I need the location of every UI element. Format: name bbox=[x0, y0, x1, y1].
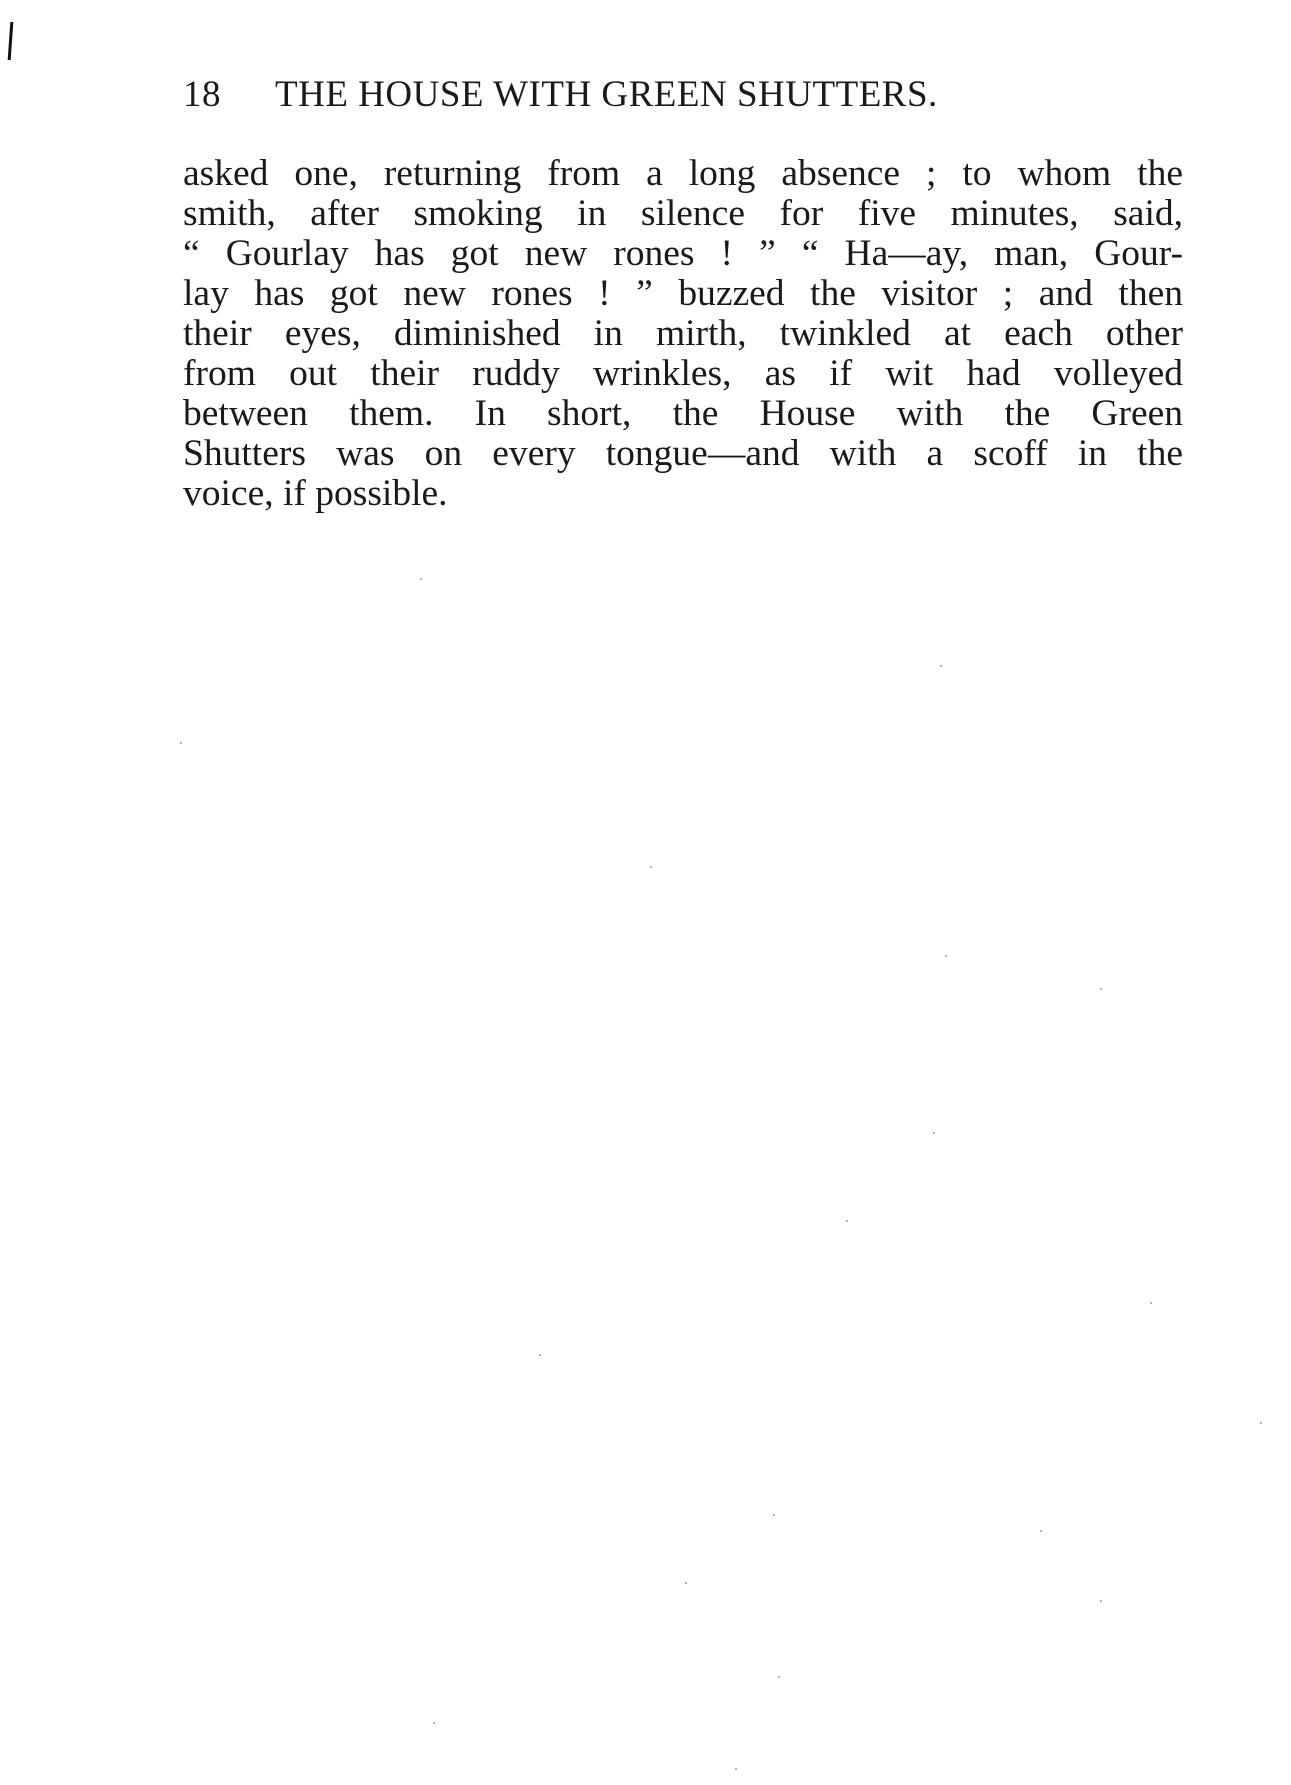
paper-speck bbox=[778, 1676, 780, 1678]
text-line: voice, if possible. bbox=[183, 474, 448, 514]
running-head bbox=[183, 76, 1113, 113]
running-head-title: THE HOUSE WITH GREEN SHUTTERS. bbox=[275, 74, 938, 115]
page-edge-mark bbox=[8, 22, 14, 60]
paper-speck bbox=[1100, 988, 1102, 990]
text-line: asked one, returning from a long absence ; to whom the bbox=[183, 154, 1183, 194]
paper-speck bbox=[1040, 1530, 1042, 1532]
paper-speck bbox=[539, 1354, 541, 1356]
text-line: from out their ruddy wrinkles, as if wit had volleyed bbox=[183, 354, 1183, 394]
paper-speck bbox=[846, 1220, 848, 1222]
paper-speck bbox=[420, 578, 422, 580]
paper-speck bbox=[773, 1514, 775, 1516]
paper-speck bbox=[180, 742, 182, 744]
text-line: their eyes, diminished in mirth, twinkled at each other bbox=[183, 314, 1183, 354]
paper-speck bbox=[433, 1722, 435, 1724]
paper-speck bbox=[945, 955, 947, 957]
paper-speck bbox=[650, 866, 652, 868]
text-line: “ Gourlay has got new rones ! ” “ Ha—ay, man, Gour- bbox=[183, 234, 1183, 274]
page-number: 18 bbox=[183, 74, 221, 115]
paper-speck bbox=[1100, 1600, 1102, 1602]
paper-speck bbox=[685, 1582, 687, 1584]
text-line: smith, after smoking in silence for five minutes, said, bbox=[183, 194, 1183, 234]
paper-speck bbox=[735, 1768, 737, 1770]
paper-speck bbox=[1260, 1422, 1262, 1424]
text-line: Shutters was on every tongue—and with a scoff in the bbox=[183, 434, 1183, 474]
paper-speck bbox=[933, 1132, 935, 1134]
text-line: lay has got new rones ! ” buzzed the visitor ; and then bbox=[183, 274, 1183, 314]
paper-speck bbox=[940, 665, 942, 667]
paper-speck bbox=[1150, 1302, 1152, 1304]
body-paragraph bbox=[183, 154, 1183, 514]
text-line: between them. In short, the House with the Green bbox=[183, 394, 1183, 434]
